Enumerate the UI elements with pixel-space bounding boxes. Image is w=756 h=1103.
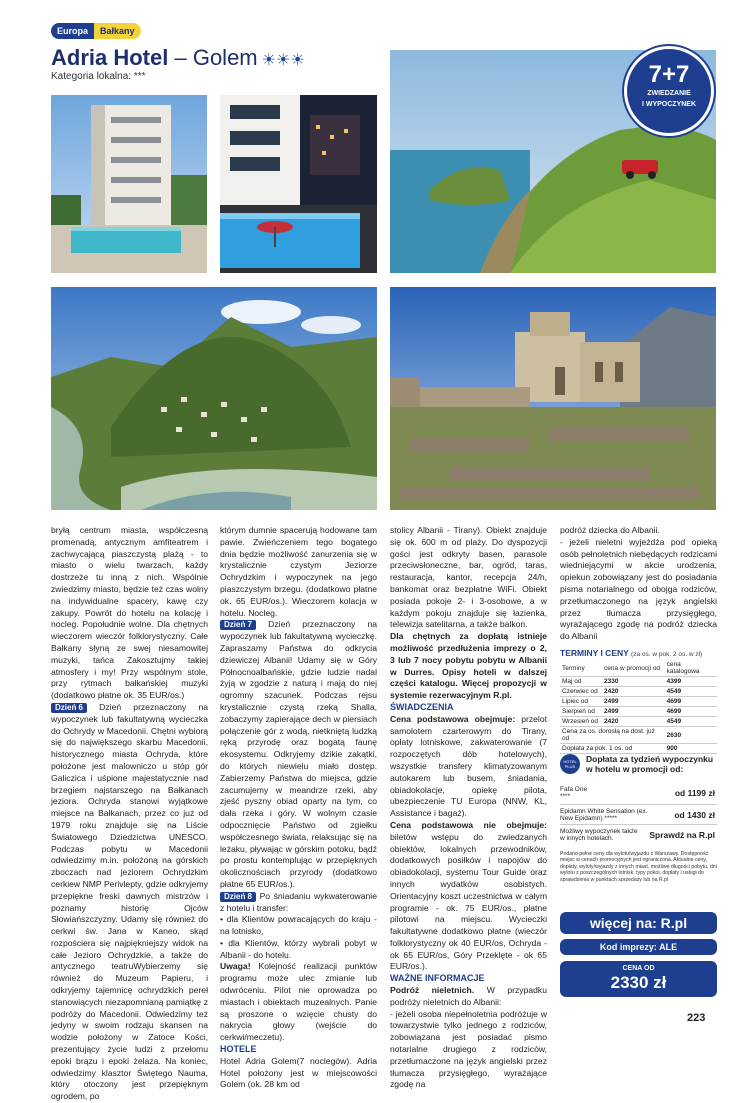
includes-text: przelot samolotem czarterowym do Tirany, opłaty lotniskowe, zakwaterowanie (7 rozpoczętych dób hotelowych), wszystkie transfery klimatyzowanym autokarem lub busem, śniadania, obiadokolacje, opiekę pilota, ubezpieczenie TU Europa (NNW, KL, Assistance i bagaż). (390, 713, 547, 819)
row-promo-price: 2499 (602, 697, 665, 707)
day-6-text: Dzień przeznaczony na wypoczynek lub fakultatywną wycieczka do Ochrydy w Macedonii. Chętni wybiorą się do największego skarbu Macedonii, historycznego miasta Ochryda, które położone jest malowniczo u stóp gór Galiczica i uśpione majestatycznie nad brzegiem najstarszego na Bałkanach jeziora. Ochryda stanowi wyjątkowe miejsce na Bałkanach, przez co już od 1979 roku znajduje się na Liście Światowego Dziedzictwa UNESCO. Podczas pobytu w Macedonii odwiedzimy m.in. położoną na górskich zboczach nad jeziorem Ochrydzkim cerkiew NMP Perivlepty, gdzie odkryjemy przepiękne freski dawnych mistrzów i poznamy historię Ojców Słowiańszczyzny. Udamy się również do cerkwi św. Jana w Kaneo, skąd rozpościera się najpiękniejszy widok na całe Jezioro Ochrydzkie, a także do antycznego teatruWybierzemy się również do Muzeum Papieru, i odkryjemy tajemnicę ochrydzkich pereł stanowiących niezapomnianą pamiątkę z podróży do Macedonii. Odwiedzimy też jedyny w swoim rodzaju skansen na wodzie położony w Zatoce Kości, prezentujący życie ludzi z przełomu epoki brązu i epoki żelaza. Na koniec, odwiedzimy klasztor Świętego Nauma, który otoczony jest przepięknym ogrodem, po (51, 701, 209, 1102)
table-row (560, 717, 717, 727)
col4-paragraph-1: podróż dziecka do Albanii. (560, 525, 660, 535)
text-column-2 (220, 525, 377, 1091)
transfer-hotel: • dla Klientów, którzy wybrali pobyt w Albanii - do hotelu. (220, 937, 377, 960)
table-row (560, 744, 717, 754)
badge-line2: I WYPOCZYNEK (641, 101, 697, 108)
page-title (51, 45, 305, 71)
day-8-text: Po śniadaniu wykwaterowanie z hotelu i transfer: (220, 890, 377, 913)
more-info-button[interactable]: więcej na: R.pl (560, 912, 717, 934)
header-promo: cena w promocji od (602, 660, 665, 677)
price-from-label: CENA OD (622, 965, 655, 972)
single-supplement-label: Dopłata za pok. 1 os. od (560, 744, 665, 754)
sun-rating-icon: ☀☀☀ (261, 52, 305, 69)
list-item (560, 784, 717, 805)
price-table (560, 660, 717, 754)
photo-castle (390, 287, 716, 510)
tag-subregion: Bałkany (94, 23, 141, 39)
price-table-section (560, 648, 717, 754)
breadcrumb-tags (51, 23, 141, 39)
day-7-badge: Dzień 7 (220, 620, 256, 630)
row-catalog-price: 4699 (665, 707, 717, 717)
minors-text: W przypadku podróży nieletnich do Albanii: (390, 985, 547, 1007)
day-8-badge: Dzień 8 (220, 892, 256, 902)
row-term: Sierpień od (560, 707, 602, 717)
hotel-option-price: Sprawdź na R.pl (649, 830, 715, 840)
text-column-1 (51, 525, 208, 1103)
header-terms: Terminy (560, 660, 602, 677)
table-row (560, 707, 717, 717)
hotels-heading: HOTELE (220, 1044, 257, 1055)
price-from-value: 2330 zł (610, 973, 667, 992)
table-row (560, 687, 717, 697)
photo-hotel-building (51, 95, 207, 273)
hotels-text: Hotel Adria Golem(7 noclegów). Adria Hotel położony jest w miejscowości Golem (ok. 28 km od (220, 1055, 377, 1090)
adult-price-value: 2630 (665, 727, 717, 744)
minors-text-2: - jeżeli osoba niepełnoletnia podróżuje w towarzystwie tylko jednego z rodziców, zobowiązana jest posiadać pismo notarialne drugiego z rodziców, przetłumaczone na język angielski przez tłumacza przysięgłego, wyrażające zgodę na (390, 1008, 547, 1090)
text-column-3 (390, 525, 547, 1091)
promo-badge (624, 46, 714, 136)
hotel-option-name (560, 786, 587, 800)
photo-hotel-pool (220, 95, 377, 273)
badge-nights: 7+7 (648, 61, 690, 88)
hotel-plus-logo-icon: HOTEL PLUS (560, 754, 580, 774)
excludes-text: biletów wstępu do zwiedzanych obiektów, lokalnych przewodników, dodatkowych posiłków i napojów do obiadokolacji, systemu Tour Guide oraz innych wydatków osobistych. Orientacyjny koszt uczestnictwa w całym programie - ok. 75 EUR/os., płatne pilotowi na miejscu. Wycieczki fakultatywne dodatkowo płatne (wieczór folklorystyczny ok 40 EUR/os, Ochryda - ok 65 EUR/os, Góry Przeklęte - ok 65 EUR/os.). (390, 831, 547, 972)
photo-hill-town (51, 287, 377, 510)
title-separator: – (168, 45, 193, 70)
page-number: 223 (687, 1012, 706, 1024)
row-term: Czerwiec od (560, 687, 602, 697)
table-row (560, 727, 717, 744)
row-promo-price: 2330 (602, 677, 665, 687)
trip-code: Kod imprezy: ALE (560, 939, 717, 955)
hotel-plus-section (560, 754, 717, 846)
col2-paragraph-1: którym dumnie spacerują hodowane tam pawie. Zwieńczeniem tego bogatego dnia będzie możliwość zanurzenia się w krystalicznie czystym Jeziorze Ochrydzkim i wypoczynek na jego piaszczystym brzegu. (dodatkowo płatne ok. 65 EUR/os.). Wieczorem kolacja w hotelu. Nocleg. (220, 525, 377, 618)
table-row (560, 677, 717, 687)
price-from-box (560, 961, 717, 997)
row-term: Maj od (560, 677, 602, 687)
hotel-option-name: Możliwy wypoczynek także w innych hotelach. (560, 828, 638, 842)
header-catalog: cena katalogowa (665, 660, 717, 677)
tag-region: Europa (51, 23, 94, 39)
day-7-text: Dzień przeznaczony na wypoczynek lub fakultatywną wycieczkę. Zapraszamy Państwa do odkrycia dziewiczej Albanii! Udamy się w Góry Północnoalbańskie, gdzie ludzie nadal żyją w zgodzie z naturą i mają do niej ogromny szacunek. Podczas rejsu krystalicznie czystą rzeką Shalla, zobaczymy zapierające dech w piersiach połączenie gór z wodą, nietkniętą ludzką ręką przyrodę oraz bogatą faunę ekosystemu. Odkryjemy dzikie zakątki, do których niewielu miało dostęp. Zabierzemy Państwa do miejsca, gdzie zacumujemy w meandrze rzeki, aby zjeść pyszny obiad oparty na tym, co dała rzeka i góry. W wolnym czasie odpocznięcie Państwo od zgiełku współczesnego świata, relaksując się na leżaku, pływając w górskim potoku, bądź po prostu kontemplując w przepięknych okolicznościach przyrody (dodatkowo płatne 65 EUR/os.). (220, 619, 378, 889)
row-term: Lipiec od (560, 697, 602, 707)
adult-price-label: Cena za os. dorosłą na dost. już od (560, 727, 665, 744)
hotel-option-label: Fafa One (560, 786, 588, 793)
row-catalog-price: 4549 (665, 717, 717, 727)
local-category: Kategoria lokalna: *** (51, 71, 146, 82)
single-supplement-value: 900 (665, 744, 717, 754)
hotel-option-price: od 1430 zł (674, 810, 715, 820)
row-promo-price: 2499 (602, 707, 665, 717)
minors-label: Podróż nieletnich. (390, 985, 475, 996)
includes-label: Cena podstawowa obejmuje: (390, 713, 516, 724)
price-title-text: TERMINY I CENY (560, 648, 629, 658)
extension-info: Dla chętnych za dopłatą istnieje możliwość przedłużenia imprezy o 2, 3 lub 7 nocy pobytu pobytu w Albanii w Durres. Opisy hoteli w dalszej części katalogu. Więcej propozycji w systemie rezerwacyjnym R.pl. (390, 631, 547, 701)
hotel-plus-title: Dopłata za tydzień wypoczynku w hotelu w promocji od: (586, 754, 714, 774)
row-catalog-price: 4699 (665, 697, 717, 707)
note-label: Uwaga! (220, 961, 251, 972)
col1-paragraph: bryłą centrum miasta, współczesną promenadą, antycznym amfiteatrem i zachwycającą piaszczystą plażą - to miasto o wielu twarzach, każdy dostrzeże tu inną z nich. Wspólnie zwiedzimy miasto, będzie też czas wolny na indywidualne spacery, kawę czy zakupy. Powrót do hotelu na kolację i nocleg. Popołudnie wolne. Dla chętnych wieczorem wieczór folklorystyczny. Całe Bałkany słyną ze swej niesamowitej muzyki, tańca Zakosztujmy takiej atmosfery i my! Przy wspólnym stole, przy rytmach bałkańskiej muzyki (dodatkowo płatne ok. 35 EUR/os.) (51, 525, 208, 701)
services-heading: ŚWIADCZENIA (390, 701, 454, 712)
price-title-note: (za os. w pok. 2 os. w zł) (631, 651, 703, 658)
list-item (560, 826, 717, 844)
badge-line1: ZWIEDZANIE (647, 90, 691, 97)
hotel-location: Golem (192, 45, 258, 70)
price-table-title (560, 648, 717, 658)
row-catalog-price: 4549 (665, 687, 717, 697)
table-row (560, 697, 717, 707)
row-catalog-price: 4399 (665, 677, 717, 687)
price-table-header (560, 660, 717, 677)
hotel-option-name: Epidamn White Sensation (ex. New Epidamn) ***** (560, 808, 648, 822)
transfer-airport: • dla Klientów powracających do kraju - na lotnisko, (220, 914, 377, 937)
hotel-name: Adria Hotel (51, 45, 169, 70)
excludes-label: Cena podstawowa nie obejmuje: (390, 819, 547, 830)
text-column-4 (560, 525, 717, 643)
hotel-option-stars: **** (560, 793, 571, 800)
list-item (560, 806, 717, 825)
row-promo-price: 2420 (602, 717, 665, 727)
col4-paragraph-2: - jeżeli nieletni wyjeżdża pod opieką osób pełnoletnich niebędących rodzicami wiedniejącymi w akcie urodzenia, opiekun zobowiązany jest do posiadania pisma notarialnego od obojga rodziców, przetłumaczonego na język angielski przez tłumacza przysięgłego, wyrażającego zgodę na podróż dziecka do Albanii (560, 536, 717, 642)
col3-paragraph-1: stolicy Albanii - Tirany). Obiekt znajduje się ok. 600 m od plaży. Do dyspozycji gości jest odkryty basen, parasole przeciwsłoneczne, bar, ogród, taras, restauracja, kantor, recepcja 24/h, bankomat oraz bezpłatne WiFi. Obiekt posiada pokoje 2- i 3-osobowe, a w każdym pokoju znajduje się łazienka, telewizja satelitarna, a także balkon. (390, 525, 547, 630)
day-6-badge: Dzień 6 (51, 703, 87, 713)
important-heading: WAŻNE INFORMACJE (390, 973, 485, 984)
row-promo-price: 2420 (602, 687, 665, 697)
note-text: Kolejność realizacji punktów programu może ulec zmianie lub odwróceniu. Pilot nie oprowadza po miastach i obiektach muzealnych. Panie są proszone o wzięcie chusty do nakrycia głowy (wejście do cerkwi/meczetu). (220, 961, 378, 1043)
hotel-option-price: od 1199 zł (674, 788, 715, 798)
row-term: Wrzesień od (560, 717, 602, 727)
price-notes: Podano pełne ceny dla wylotu/wyjazdu z Warszawy. Dostępność miejsc w cenach promocyjnych jest ograniczona. Aktualne ceny, dopłaty, wyloty/wyjazdy z innych miast, możliwe długości pobytu, dni wylotu z poszczególnych lotnisk, typy pokoi, dopłaty i usługi do sprawdzenia w punktach sprzedaży lub na R.pl (560, 851, 717, 883)
